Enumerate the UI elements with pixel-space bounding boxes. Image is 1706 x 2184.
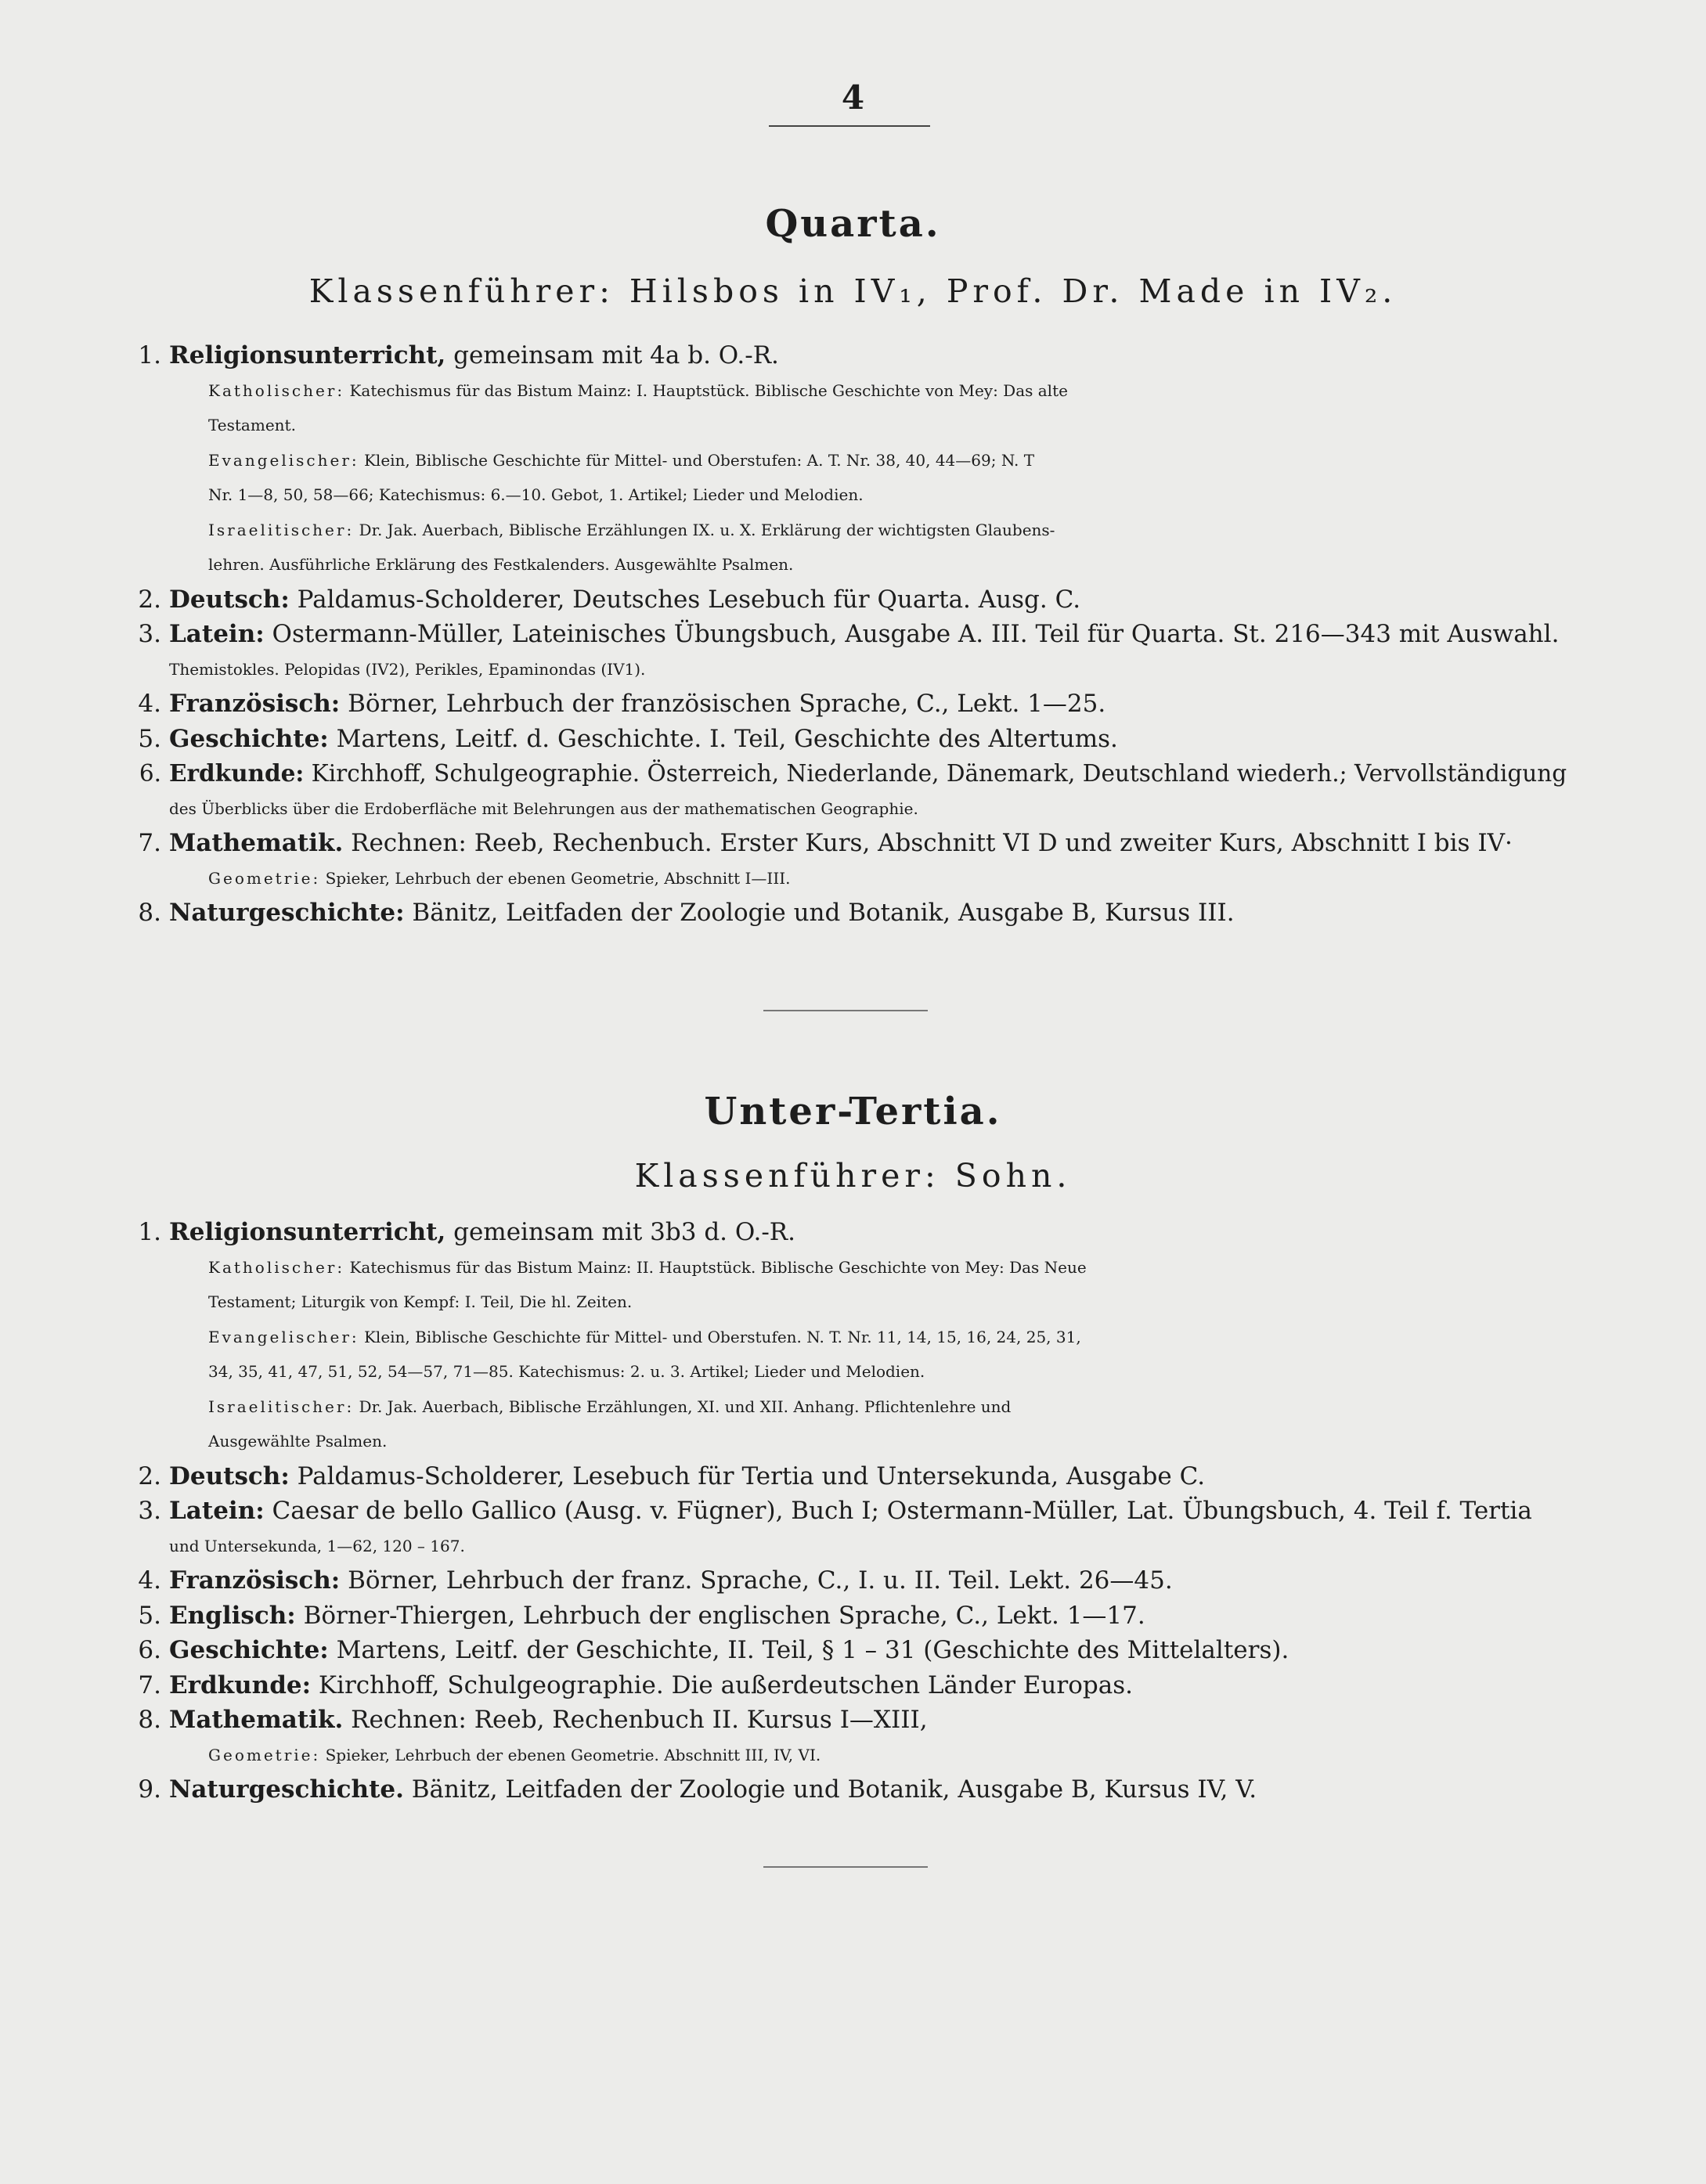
subject-heading: Geschichte: [169,1636,329,1664]
entry-line [117,443,1574,478]
entry-line [117,1459,1574,1494]
entry-text: Bänitz, Leitfaden der Zoologie und Botanik, Ausgabe B, Kursus IV, V. [403,1775,1257,1804]
entry-text: gemeinsam mit 3b3 d. O.-R. [445,1218,795,1246]
entry-line [117,687,1574,722]
entry-line [117,408,1574,443]
subject-heading: Latein: [169,620,265,648]
sub-heading: Israelitischer: [208,520,355,539]
entry-text: Dr. Jak. Auerbach, Biblische Erzählungen, XI. und XII. Anhang. Pflichtenlehre und [354,1397,1012,1416]
subject-heading: Religionsunterricht, [169,1218,446,1246]
sub-heading: Evangelischer: [208,450,359,470]
entry-text: Katechismus für das Bistum Mainz: I. Hauptstück. Biblische Geschichte von Mey: Das alte [344,380,1068,400]
entry-number: 8. [138,1706,161,1734]
continuation-text: 34, 35, 41, 47, 51, 52, 54—57, 71—85. Katechismus: 2. u. 3. Artikel; Lieder und Melodien. [208,1362,925,1381]
entry-line [117,826,1574,861]
bottom-divider [763,1866,928,1868]
entry-number: 1. [138,1218,161,1246]
entry-text: Spieker, Lehrbuch der ebenen Geometrie, Abschnitt I—III. [320,868,791,888]
section-divider [763,1010,928,1011]
subject-heading: Französisch: [169,1566,341,1595]
continuation-text: lehren. Ausführliche Erklärung des Festkalenders. Ausgewählte Psalmen. [208,555,794,574]
entry-line [117,861,1574,896]
continuation-text: Testament; Liturgik von Kempf: I. Teil, Die hl. Zeiten. [208,1292,633,1311]
entry-text: gemeinsam mit 4a b. O.-R. [445,341,779,369]
entry-text: Caesar de bello Gallico (Ausg. v. Fügner), Buch I; Ostermann-Müller, Lat. Übungsbuch, 4. Teil f. Tertia [264,1497,1532,1525]
continuation-text: Themistokles. Pelopidas (IV2), Perikles, Epaminondas (IV1). [169,659,646,679]
entry-line [117,1738,1574,1773]
sub-heading: Katholischer: [208,380,345,400]
continuation-text: des Überblicks über die Erdoberfläche mit Belehrungen aus der mathematischen Geographie. [169,798,918,818]
entry-text: Klein, Biblische Geschichte für Mittel- und Oberstufen. N. T. Nr. 11, 14, 15, 16, 24, 25, 31, [359,1327,1081,1346]
entry-number: 9. [138,1775,161,1804]
entry-line [117,722,1574,757]
entry-number: 8. [138,899,161,927]
subject-heading: Mathematik. [169,829,344,857]
entry-line [117,1389,1574,1425]
page-number-underline [769,125,930,127]
entry-number: 3. [138,1497,161,1525]
entry-number: 6. [139,760,161,787]
entry-text: Martens, Leitf. d. Geschichte. I. Teil, Geschichte des Altertums. [328,724,1118,753]
subject-heading: Naturgeschichte: [169,899,405,927]
entry-line [117,652,1574,687]
sub-heading: Evangelischer: [208,1327,359,1346]
entry-text: Kirchhoff, Schulgeographie. Die außerdeutschen Länder Europas. [311,1670,1133,1699]
entry-number: 1. [138,341,161,369]
entry-line [117,1598,1574,1634]
entry-line [117,896,1574,931]
subject-heading: Deutsch: [169,585,290,614]
subject-heading: Religionsunterricht, [169,341,446,369]
entry-text: Kirchhoff, Schulgeographie. Österreich, Niederlande, Dänemark, Deutschland wiederh.; Vervollständigung [304,760,1567,787]
continuation-text: Nr. 1—8, 50, 58—66; Katechismus: 6.—10. Gebot, 1. Artikel; Lieder und Melodien. [208,485,864,504]
entry-text: Martens, Leitf. der Geschichte, II. Teil, § 1 – 31 (Geschichte des Mittelalters). [328,1636,1289,1664]
sub-heading: Katholischer: [208,1257,345,1277]
entry-line [117,1354,1574,1389]
continuation-text: Testament. [208,416,296,434]
entries-untertertia [117,1215,1574,1807]
entry-text: Paldamus-Scholderer, Deutsches Lesebuch für Quarta. Ausg. C. [289,585,1081,614]
entry-line [117,1668,1574,1703]
sub-heading: Israelitischer: [208,1397,355,1416]
entry-number: 7. [138,1670,161,1699]
entry-text: Paldamus-Scholderer, Lesebuch für Tertia und Untersekunda, Ausgabe C. [289,1461,1206,1490]
entry-line [117,582,1574,618]
continuation-text: und Untersekunda, 1—62, 120 – 167. [169,1536,465,1555]
section-title-untertertia: Unter-Tertia. [704,1090,1002,1133]
entry-line [117,1494,1574,1529]
entry-line [117,1215,1574,1250]
subject-heading: Englisch: [169,1601,296,1630]
entry-number: 6. [138,1636,161,1664]
entry-text: Klein, Biblische Geschichte für Mittel- und Oberstufen: A. T. Nr. 38, 40, 44—69; N. T [359,450,1035,470]
class-leaders-untertertia: Klassenführer: Sohn. [634,1157,1072,1195]
subject-heading: Erdkunde: [169,1670,312,1699]
subject-heading: Latein: [169,1497,265,1525]
page-number: 4 [841,78,865,117]
entry-line [117,373,1574,409]
subject-heading: Mathematik. [169,1706,344,1734]
entry-line [117,617,1574,652]
entry-number: 2. [138,585,161,614]
entry-line [117,1250,1574,1285]
entry-text: Katechismus für das Bistum Mainz: II. Hauptstück. Biblische Geschichte von Mey: Das Neue [344,1257,1087,1277]
entry-text: Dr. Jak. Auerbach, Biblische Erzählungen IX. u. X. Erklärung der wichtigsten Glaubens- [354,520,1055,539]
entry-number: 5. [138,724,161,753]
continuation-text: Ausgewählte Psalmen. [208,1432,388,1451]
entry-text: Börner-Thiergen, Lehrbuch der englischen Sprache, C., Lekt. 1—17. [295,1601,1145,1630]
entry-text: Spieker, Lehrbuch der ebenen Geometrie. Abschnitt III, IV, VI. [320,1745,821,1764]
entry-line [117,1285,1574,1320]
entries-quarta [117,338,1574,931]
section-title-quarta: Quarta. [765,202,941,246]
entry-line [117,1424,1574,1459]
subject-heading: Geschichte: [169,724,329,753]
class-leaders-quarta: Klassenführer: Hilsbos in IV₁, Prof. Dr. Made in IV₂. [308,272,1398,310]
sub-heading: Geometrie: [208,868,321,888]
entry-line [117,1320,1574,1355]
entry-number: 7. [138,829,161,857]
entry-text: Rechnen: Reeb, Rechenbuch II. Kursus I—XIII, [343,1706,928,1734]
entry-number: 2. [138,1461,161,1490]
subject-heading: Deutsch: [169,1461,290,1490]
entry-text: Börner, Lehrbuch der französischen Sprache, C., Lekt. 1—25. [340,690,1106,718]
entry-line [117,756,1574,791]
entry-text: Bänitz, Leitfaden der Zoologie und Botanik, Ausgabe B, Kursus III. [404,899,1235,927]
entry-line [117,1772,1574,1807]
entry-line [117,1563,1574,1598]
entry-line [117,478,1574,513]
entry-number: 4. [138,1566,161,1595]
entry-line [117,1703,1574,1738]
entry-text: Rechnen: Reeb, Rechenbuch. Erster Kurs, Abschnitt VI D und zweiter Kurs, Abschnitt I bis IV· [343,829,1513,857]
entry-line [117,547,1574,582]
entry-number: 4. [138,690,161,718]
entry-line [117,791,1574,827]
subject-heading: Naturgeschichte. [169,1775,404,1804]
sub-heading: Geometrie: [208,1745,321,1764]
entry-line [117,1633,1574,1668]
entry-number: 3. [138,620,161,648]
entry-text: Ostermann-Müller, Lateinisches Übungsbuch, Ausgabe A. III. Teil für Quarta. St. 216—343 mit Auswahl. [264,620,1560,648]
subject-heading: Französisch: [169,690,341,718]
subject-heading: Erdkunde: [169,759,305,787]
entry-line [117,513,1574,548]
entry-line [117,1529,1574,1564]
entry-number: 5. [138,1601,161,1630]
entry-line [117,338,1574,373]
entry-text: Börner, Lehrbuch der franz. Sprache, C., I. u. II. Teil. Lekt. 26—45. [340,1566,1173,1595]
